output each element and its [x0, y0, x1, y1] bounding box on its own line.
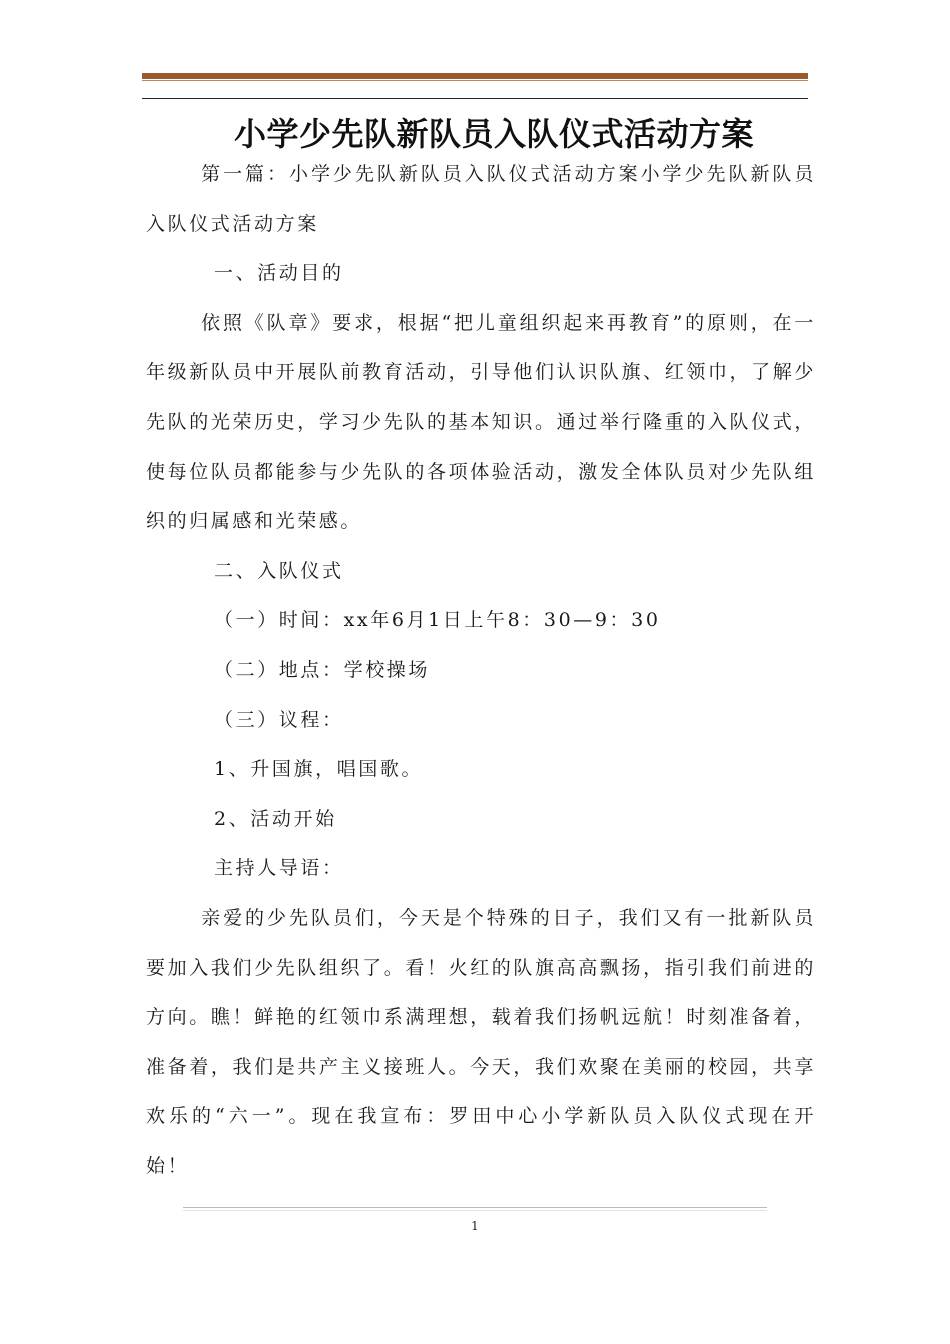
item-agenda: （三）议程：	[214, 708, 344, 731]
footer-rule	[183, 1207, 767, 1208]
section-heading-purpose: 一、活动目的	[214, 262, 344, 285]
document-title: 小学少先队新队员入队仪式活动方案	[234, 115, 755, 154]
paragraph-intro: 第一篇：小学少先队新队员入队仪式活动方案小学少先队新队员入队仪式活动方案	[146, 163, 816, 235]
document-body	[146, 150, 816, 1191]
section-heading-ceremony: 二、入队仪式	[214, 559, 344, 582]
host-intro-label: 主持人导语：	[214, 857, 344, 880]
agenda-step-1: 1、升国旗，唱国歌。	[214, 758, 424, 781]
item-location: （二）地点：学校操场	[214, 658, 431, 681]
paragraph-purpose: 依照《队章》要求，根据“把儿童组织起来再教育”的原则，在一年级新队员中开展队前教育活动，引导他们认识队旗、红领巾，了解少先队的光荣历史，学习少先队的基本知识。通过举行隆重的入队仪式，使每位队员都能参与少先队的各项体验活动，激发全体队员对少先队组织的归属感和光荣感。	[146, 311, 816, 533]
item-time: （一）时间：xx年6月1日上午8：30—9：30	[214, 609, 661, 632]
footer-rule-secondary	[183, 1210, 767, 1211]
header-decorative-line	[142, 80, 808, 81]
paragraph-host-speech: 亲爱的少先队员们，今天是个特殊的日子，我们又有一批新队员要加入我们少先队组织了。看！火红的队旗高高飘扬，指引我们前进的方向。瞧！鲜艳的红领巾系满理想，载着我们扬帆远航！时刻准备着，准备着，我们是共产主义接班人。今天，我们欢聚在美丽的校园，共享欢乐的“六一”。现在我宣布：罗田中心小学新队员入队仪式现在开始！	[146, 906, 816, 1177]
title-rule	[142, 98, 808, 99]
agenda-step-2: 2、活动开始	[214, 807, 337, 830]
page-number: 1	[471, 1219, 479, 1233]
header-decorative-bar	[142, 73, 808, 79]
